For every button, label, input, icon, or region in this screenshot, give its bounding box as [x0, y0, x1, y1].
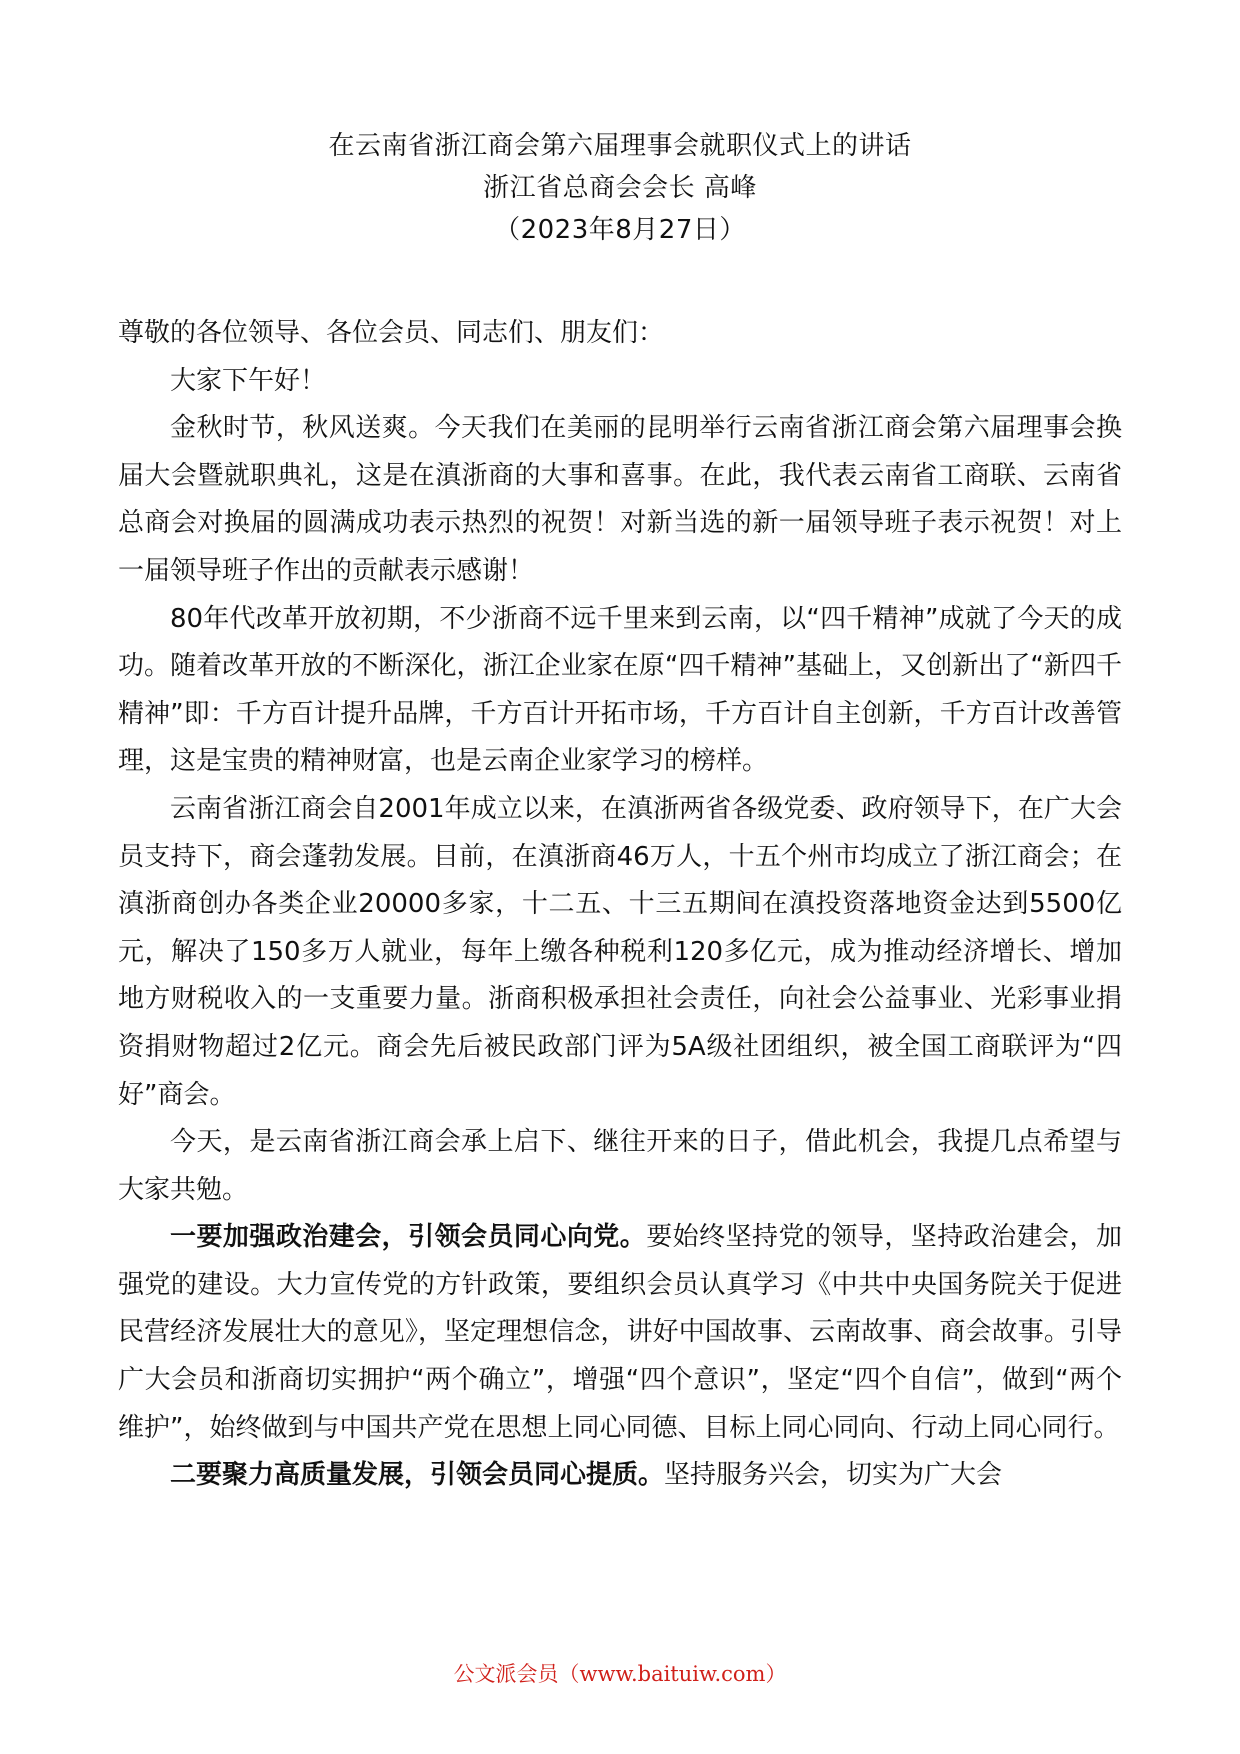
- speech-title: 在云南省浙江商会第六届理事会就职仪式上的讲话: [328, 131, 912, 161]
- paragraph-point-one: [118, 1214, 1122, 1452]
- speaker-line: 浙江省总商会会长 高峰: [483, 173, 757, 203]
- paragraph-chamber-history: 云南省浙江商会自2001年成立以来，在滇浙两省各级党委、政府领导下，在广大会员支持下，商会蓬勃发展。目前，在滇浙商46万人，十五个州市均成立了浙江商会；在滇浙商创办各类企业20000多家，十二五、十三五期间在滇投资落地资金达到5500亿元，解决了150多万人就业，每年上缴各种税利120多亿元，成为推动经济增长、增加地方财税收入的一支重要力量。浙商积极承担社会责任，向社会公益事业、光彩事业捐资捐财物超过2亿元。商会先后被民政部门评为5A级社团组织，被全国工商联评为“四好”商会。: [118, 793, 1122, 1110]
- point-two-text: 坚持服务兴会，切实为广大会: [664, 1460, 1003, 1491]
- point-one-heading: 一要加强政治建会，引领会员同心向党。: [170, 1222, 647, 1253]
- paragraph-hopes-intro: 今天，是云南省浙江商会承上启下、继往开来的日子，借此机会，我提几点希望与大家共勉。: [118, 1127, 1122, 1205]
- paragraph-spirit: 80年代改革开放初期，不少浙商不远千里来到云南，以“四千精神”成就了今天的成功。随着改革开放的不断深化，浙江企业家在原“四千精神”基础上，又创新出了“新四千精神”即：千方百计提升品牌，千方百计开拓市场，千方百计自主创新，千方百计改善管理，这是宝贵的精神财富，也是云南企业家学习的榜样。: [118, 603, 1122, 777]
- point-two-heading: 二要聚力高质量发展，引领会员同心提质。: [170, 1460, 665, 1491]
- salutation: 尊敬的各位领导、各位会员、同志们、朋友们：: [118, 318, 665, 348]
- document-body: [118, 310, 1122, 1500]
- greeting: 大家下午好！: [170, 365, 327, 396]
- paragraph-point-two: [118, 1452, 1122, 1500]
- point-one-text: 要始终坚持党的领导，坚持政治建会，加强党的建设。大力宣传党的方针政策，要组织会员认真学习《中共中央国务院关于促进民营经济发展壮大的意见》，坚定理想信念，讲好中国故事、云南故事、商会故事。引导广大会员和浙商切实拥护“两个确立”，增强“四个意识”，坚定“四个自信”，做到“两个维护”，始终做到与中国共产党在思想上同心同德、目标上同心同向、行动上同心同行。: [118, 1222, 1122, 1443]
- paragraph-opening: 金秋时节，秋风送爽。今天我们在美丽的昆明举行云南省浙江商会第六届理事会换届大会暨就职典礼，这是在滇浙商的大事和喜事。在此，我代表云南省工商联、云南省总商会对换届的圆满成功表示热烈的祝贺！对新当选的新一届领导班子表示祝贺！对上一届领导班子作出的贡献表示感谢！: [118, 413, 1122, 586]
- footer-watermark: 公文派会员（www.baituiw.com）: [453, 1662, 787, 1686]
- speech-date: （2023年8月27日）: [494, 215, 746, 245]
- document-header: [0, 125, 1240, 251]
